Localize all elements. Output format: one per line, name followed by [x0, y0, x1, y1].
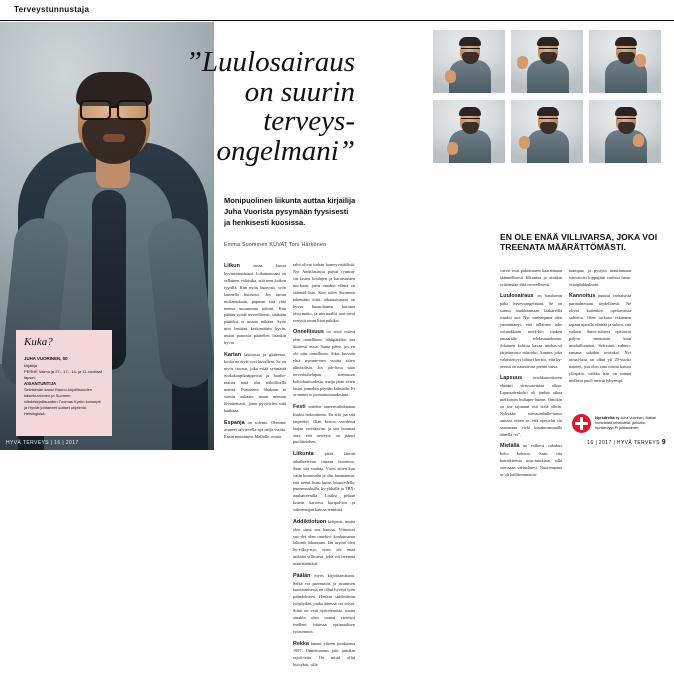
thumb-hand: [445, 70, 457, 84]
photo-thumbnail: [589, 100, 661, 163]
kuka-line-1: kirjailija: [24, 362, 38, 368]
paragraph-lead-in: Kartan: [224, 351, 242, 358]
person-mouth: [103, 134, 125, 142]
folio-right: [587, 439, 666, 446]
glasses-left-lens: [80, 100, 111, 120]
paragraph-lead-in: Päälän: [293, 572, 311, 579]
thumb-glasses-icon: [539, 118, 558, 124]
thumb-hair: [459, 37, 481, 46]
body-paragraph: Festi soitelen aineenvaihdunnan lisaksi hoksottimia. En silti jaa sitä tarpeeksi. Olan kertoo vuodessa laajan vereskavan, ja sitä huomaa aina, että nesteyty on jäänyt puolitietehen.: [293, 403, 355, 445]
thumb-hand: [447, 142, 458, 155]
body-paragraph: talot olivat turhan homeyvistäilisiä. Nyt Andalusiassa päivät rytmitty vät lasten koulujen ja harrastusten mu-kaan, joten omakin elämä on säännöl-listä. Kun tulen Suomeen tekemään töitä, aikataulustani on hyvin huonolainen kutoma rässymatto, ja ateriasällit saat-tavat venyttä aivan liian pitkiksi.: [293, 262, 355, 323]
folio-right-page: 9: [661, 439, 666, 446]
paragraph-lead-in: Rekka: [293, 640, 309, 647]
paragraph-lead-in: Addiktiotuon: [293, 518, 327, 525]
photo-grid: [433, 30, 661, 230]
thumb-hair: [615, 37, 637, 46]
body-column-2: [293, 262, 355, 673]
kuka-line-2: PERHE Vaimo ja 27-, 17-, 14- ja 11-vuotiaat lapset.: [24, 368, 102, 380]
glasses-bridge: [109, 106, 119, 108]
folio-right-text: 16 | 2017 | HYVÄ TERVEYS: [587, 440, 660, 446]
paragraph-lead-in: Liikun: [224, 263, 240, 269]
kuka-body: [24, 356, 104, 417]
headline-line-2: on suurin: [244, 75, 355, 108]
kuka-title: Kuka?: [24, 336, 53, 348]
body-paragraph: Kartan laktoosia ja gluteenia, koska ne eivät sovi kuvalleni. Se on myös sioraus, joka estää syömästä ruokakaupiknäppeistä ja huulto-maista mitä alas töiköllisellä mattsa. Punaiseen lihakaan ei suostu oukaatu maan minuun kivuttomasti, joten pysyttelen siitä kaukana.: [224, 351, 286, 414]
thumb-hand: [517, 56, 529, 70]
kuka-line-3: ASIANTUNTIJA: [24, 380, 57, 386]
kuka-name: JUHA VUORINEN, 50: [24, 356, 68, 361]
body-paragraph: Kannoitus puuttui varhaisista parinuhtestani täydellisesti. Ne olivat kuitenkin opettavaisia sultteita. Olen tarkana rakannen tapaan ajatella elämää ja uskon, että vaikeat ihmis-suhteet opettavat paljon enemmän kuin murhallonnnat. Selvisimi vahmo-tamana sokahin avoinkai. Nyt nimal-laisi on olhat yli 20-vuotta naineet, jota olen aina voinut katsoa yllispäin. vaikka hän on minua melkein puoli metriä lyhyempi.: [569, 293, 631, 383]
photo-thumbnail: [433, 30, 505, 93]
folio-left: HYVÄ TERVEYS | 16 | 2017: [6, 440, 79, 446]
paragraph-lead-in: Onnellisuus: [293, 329, 324, 336]
paragraph-lead-in: Espanja: [224, 419, 245, 426]
thumb-torso: [527, 130, 569, 163]
info-badge: [572, 414, 656, 436]
paragraph-lead-in: Lapsuus: [500, 375, 523, 382]
body-paragraph: vaivat ovat pakottaneet kaaratmaan säännöllisesti liikuntaa ja ainakin yrittämään elää terveellisesti.: [500, 268, 562, 287]
badge-text: [595, 415, 657, 432]
photo-thumbnail: [589, 30, 661, 93]
thumb-glasses-icon: [539, 48, 558, 54]
eyeglasses-icon: [80, 100, 148, 116]
thumb-glasses-icon: [617, 48, 636, 54]
thumb-hand: [634, 53, 646, 67]
thumb-glasses-icon: [461, 118, 480, 124]
body-paragraph: Addiktiotuon ketipesti, mutta olen sinut sen kanssa. Viimeiset vuo-det olen omekivi koukumanut lähinnä liikuntaan. Iän myötä olen hy-väksy-nyt, etten ole enää mikään villivarsa, joka voi treenata määrättömästi.: [293, 518, 355, 567]
body-paragraph: Liikun omaa kuvaa hyvinvoinnistani. Liikunnassani on sellainen valoisika, että teen kaiken tyyrillä. Kun nyön huonosti, syön kunnella huonosti. Jos tartun mokaruskaan, puputan sitä yhtä mensa uusamman päivän. Kun päätän syödä terveellisesti, sitäkään päätöksi ei muuta mikään. Syön niin lentätni keskimäärin hyvin, mutta parnosta päätellen lisankin hyvin.: [224, 263, 286, 346]
body-column-4: [569, 268, 631, 388]
body-paragraph: Lapsuus ortahkauvetiseen ehinäni stressaavintaa alkaa. Lapsuudenkohti oli jonkin aikaa melkoisen hulluper-huone. Omokin on itse tajunnut sitä vielä olhiin. Nykyään stressumhalle-nassa auttaisi etiten se, että opettelin sin sanomaan vielä kuuduvammalla äänellä “ei”.: [500, 375, 562, 437]
headline-line-4: ongelmani”: [216, 134, 355, 167]
photo-thumbnail: [511, 100, 583, 163]
paragraph-lead-in: Kannoitus: [569, 293, 596, 300]
body-paragraph: Mielällä ne valkova vakukus koko kehoon. Saan sitä kontektteista mus-tutukista, sillä stressaan vattaalinesi. Nuorempana se oli halliteenmaton-: [500, 443, 562, 477]
article-byline: Emma Suominen KUVAT Toni Härkönen: [224, 242, 327, 248]
body-paragraph: Espanja on solento. Olemme asuneet talviovella nyt neljä vuotta. Ensin muutimme Mallulle, mutta: [224, 419, 286, 440]
body-paragraph: mampaa, ja pystyin muuttamaan istuvatoisi loppujään vartissa hana-viinipääkkukseni.: [569, 268, 631, 287]
body-paragraph: Rekka lanuni yliteen jutukaassa 1997. Onnettomuus jätti juttukin rajoit-teita. On niistä ollut hyötykin, sillä: [293, 640, 355, 668]
section-kicker: Terveystunnustaja: [14, 5, 90, 14]
header-divider: [0, 20, 674, 21]
paragraph-lead-in: Liikunta: [293, 450, 314, 457]
thumb-torso: [527, 60, 569, 93]
body-column-1: [224, 262, 286, 445]
paragraph-lead-in: Luulosairaus: [500, 293, 534, 300]
thumb-hair: [537, 37, 559, 46]
pull-quote: EN OLE ENÄÄ VILLIVARSA, JOKA VOI TREENATA MÄÄRÄTTÖMÄSTI.: [500, 232, 658, 253]
headline-line-1: ”Luulosairaus: [185, 46, 355, 78]
body-paragraph: Päälän myös kirjoittamistani. Selkä voi paremmin, ja istumisen tauottamisesta on olhut hyötyä työn päändekseen. Hankin säädettävän työpöydän, jonka ääressä voi seistä. Siinä on vetä ojettelemista, mutta ainakin olen saanut virtettyä itselleni istuessa optimaalisen työasennon.: [293, 572, 355, 635]
photo-thumbnail: [511, 30, 583, 93]
article-headline: [140, 48, 355, 166]
body-paragraph: Luulosairaus on kaultavan paha terveysongelmani. Se on suurui lauikkaamaan lääkäreillä rinaksi asti. Nyt vanheepana olen ymmärtänyt, että tällainen tuhe voimakkaan merk-kio ittaken omaaralle tehdasuuteksena. Jokainen kohtuu kavaa miekas-sä järjettimisto mittosko, kunnes joku valaistettyyi tohtori kertoo, että ky-seessä on nauntiivan pientä vaiva.: [500, 293, 562, 369]
body-paragraph: Liikunta pitää laimin aikaihtelevan ritnaan huoniosa. Saan sitä vauhaa. Vuosi sitten kun vasin kuntosalin ja olin huomannut, että treeni lisäsi kuten lesaavedella, punnerruskulla, ky-ykkällä ja TRX-nauhatreenillä. Lisäksi pelaan lastein karoosa koripal-loa ja valmentajan kanssa tennistiä.: [293, 450, 355, 513]
badge-title: Nyrkäreitä ry: [595, 415, 620, 420]
thumb-glasses-icon: [617, 118, 636, 124]
page-header: [0, 0, 674, 22]
headline-line-3: terveys-: [263, 105, 355, 138]
cross-icon: [572, 414, 591, 433]
paragraph-lead-in: Festi: [293, 403, 306, 410]
thumb-hand: [519, 136, 531, 150]
kuka-info-box: [16, 330, 112, 436]
badge-body: Juha Vuorinen, Mallan homeisistä urheiluteat: jarhiville, hyvätervyys FI juhtausimen: [595, 416, 657, 431]
thumb-glasses-icon: [461, 48, 480, 54]
article-deck: Monipuolinen liikunta auttaa kirjailija Juha Vuorista pysymään fyysisesti ja henkisesti kuosissa.: [224, 196, 356, 227]
thumb-hair: [615, 107, 637, 116]
paragraph-lead-in: Mielällä: [500, 443, 520, 450]
body-paragraph: Onnellisuus on siinä estävä olen onnellinen, lähtipäiäiksi saa ikuisesti assia. Sama pätee, jos en ole niin onnellinen. Siksi luovuin yhtä nymme-nen vuotta sitten alkoholista. Jos joh-liosa saan terveshuhelupan, siemassen kohtolauiisadesta, matja jätän sitten lasini jonnekin pöydän kulmalla. Ei se numerio juomattomuudestani.: [293, 329, 355, 398]
kuka-line-4: Selvisimän kausi Rauno-kirjoillisuuden käsinkuvioinen ja Suomen viihdekirjallisuuden Tuomas Kyrön konsepti ja Hyviät johtaneet uutiset ohjelmia Helsingissä.: [24, 387, 101, 417]
thumb-hair: [537, 107, 559, 116]
photo-thumbnail: [433, 100, 505, 163]
thumb-hair: [459, 107, 481, 116]
